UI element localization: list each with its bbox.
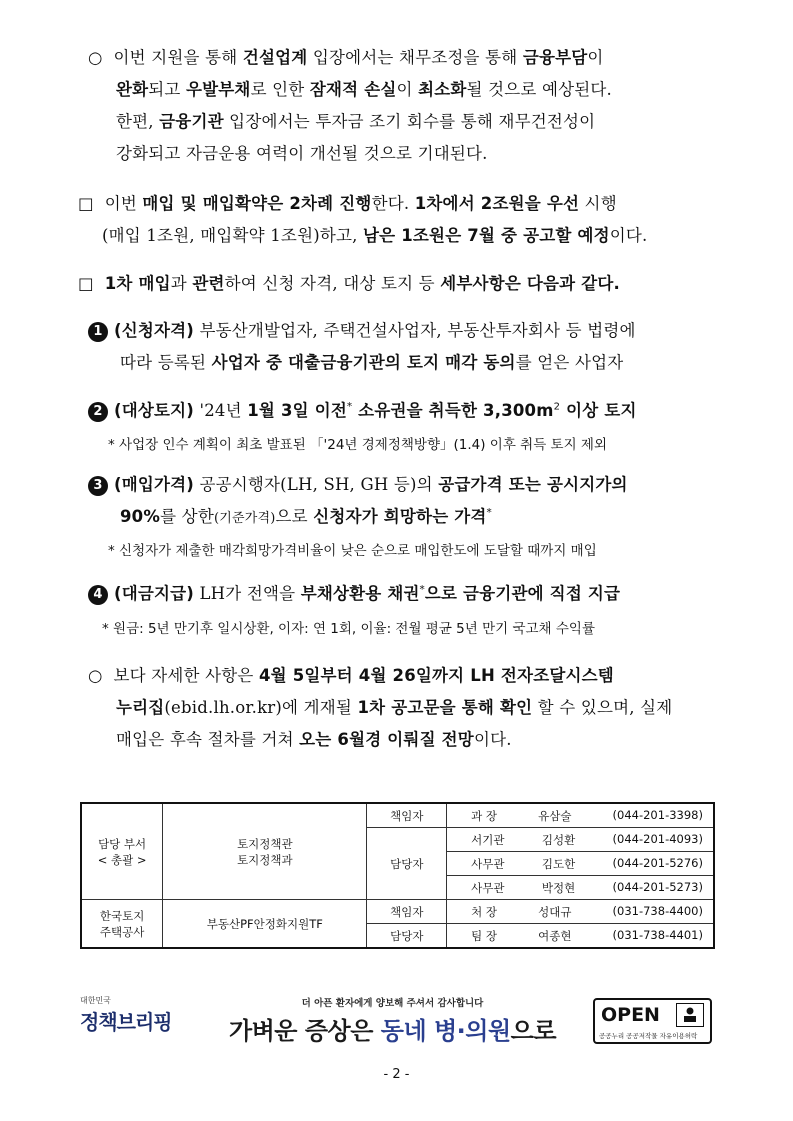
item3-line2: 90%를 상한(기준가격)으로 신청자가 희망하는 가격* bbox=[120, 507, 492, 526]
para2-line1: □ 이번 매입 및 매입확약은 2차례 진행한다. 1차에서 2조원을 우선 시행 bbox=[78, 194, 617, 213]
contact-table bbox=[80, 802, 715, 949]
dept-cell: 토지정책관 토지정책과 bbox=[163, 803, 367, 900]
contact-cell: 사무관 김도한 (044-201-5276) bbox=[447, 852, 714, 876]
policy-briefing-logo: 대한민국 정책브리핑 bbox=[80, 995, 190, 1045]
role-cell: 담당자 bbox=[367, 828, 447, 900]
para1-line4: 강화되고 자금운용 여력이 개선될 것으로 기대된다. bbox=[116, 144, 488, 163]
number-badge-icon: 1 bbox=[88, 322, 108, 342]
org-cell: 한국토지 주택공사 bbox=[81, 900, 163, 949]
para3-line1: □ 1차 매입과 관련하여 신청 자격, 대상 토지 등 세부사항은 다음과 같다. bbox=[78, 274, 621, 293]
item3-note: * 신청자가 제출한 매각희망가격비율이 낮은 순으로 매입한도에 도달할 때까지 매입 bbox=[108, 543, 597, 559]
role-cell: 책임자 bbox=[367, 900, 447, 924]
contact-cell: 서기관 김성환 (044-201-4093) bbox=[447, 828, 714, 852]
item4-line1: 4 (대금지급) LH가 전액을 부채상환용 채권*으로 금융기관에 직접 지급 bbox=[88, 580, 620, 605]
square-bullet: □ bbox=[78, 194, 94, 213]
para1-line2: 완화되고 우발부채로 인한 잠재적 손실이 최소화될 것으로 예상된다. bbox=[116, 80, 612, 99]
open-license-badge: OPEN 공공누리 공공저작물 자유이용허락 bbox=[593, 998, 712, 1044]
item2-note: * 사업장 인수 계획이 최초 발표된 「'24년 경제정책방향」(1.4) 이후 취득 토지 제외 bbox=[108, 437, 607, 453]
item1-line1: 1 (신청자격) 부동산개발업자, 주택건설사업자, 부동산투자회사 등 법령에 bbox=[88, 317, 636, 342]
circle-bullet: ○ bbox=[88, 48, 103, 67]
para2-line2: (매입 1조원, 매입확약 1조원)하고, 남은 1조원은 7월 중 공고할 예정이다. bbox=[102, 226, 648, 245]
square-bullet: □ bbox=[78, 274, 94, 293]
para1-line1: ○ 이번 지원을 통해 건설업계 입장에서는 채무조정을 통해 금융부담이 bbox=[88, 48, 604, 67]
para4-line2: 누리집(ebid.lh.or.kr)에 게재될 1차 공고문을 통해 확인 할 수 있으며, 실제 bbox=[116, 698, 673, 717]
policy-briefing-wordmark: 정책브리핑 bbox=[80, 1010, 172, 1034]
role-cell: 담당자 bbox=[367, 924, 447, 949]
para1-line3: 한편, 금융기관 입장에서는 투자금 조기 회수를 통해 재무건전성이 bbox=[116, 112, 596, 131]
contact-cell: 사무관 박정현 (044-201-5273) bbox=[447, 876, 714, 900]
item4-note: * 원금: 5년 만기후 일시상환, 이자: 연 1회, 이율: 전월 평균 5년 만기 국고채 수익률 bbox=[102, 621, 596, 637]
item2-line1: 2 (대상토지) '24년 1월 3일 이전* 소유권을 취득한 $3,300m^2$ 이상 토지 bbox=[88, 397, 637, 422]
contact-cell: 처 장 성대규 (031-738-4400) bbox=[447, 900, 714, 924]
contact-cell: 팀 장 여종현 (031-738-4401) bbox=[447, 924, 714, 949]
number-badge-icon: 3 bbox=[88, 476, 108, 496]
para4-line3: 매입은 후속 절차를 거쳐 오는 6월경 이뤄질 전망이다. bbox=[116, 730, 512, 749]
contact-cell: 과 장 유삼술 (044-201-3398) bbox=[447, 803, 714, 828]
table-row bbox=[81, 803, 714, 828]
banner-slogan: 가벼운 증상은 동네 병·의원으로 bbox=[228, 1017, 557, 1045]
item1-line2: 따라 등록된 사업자 중 대출금융기관의 토지 매각 동의를 얻은 사업자 bbox=[120, 353, 624, 372]
table-row bbox=[81, 900, 714, 924]
number-badge-icon: 4 bbox=[88, 585, 108, 605]
dept-cell: 부동산PF안정화지원TF bbox=[163, 900, 367, 949]
attribution-icon bbox=[676, 1003, 704, 1027]
campaign-banner: 더 아픈 환자에게 양보해 주셔서 감사합니다 가벼운 증상은 동네 병·의원으로 bbox=[215, 995, 570, 1045]
para4-line1: ○ 보다 자세한 사항은 4월 5일부터 4월 26일까지 LH 전자조달시스템 bbox=[88, 666, 614, 685]
org-cell: 담당 부서 < 총괄 > bbox=[81, 803, 163, 900]
page-number: - 2 - bbox=[383, 1067, 410, 1082]
role-cell: 책임자 bbox=[367, 803, 447, 828]
item3-line1: 3 (매입가격) 공공시행자(LH, SH, GH 등)의 공급가격 또는 공시지가의 bbox=[88, 471, 628, 496]
circle-bullet: ○ bbox=[88, 666, 103, 685]
number-badge-icon: 2 bbox=[88, 402, 108, 422]
